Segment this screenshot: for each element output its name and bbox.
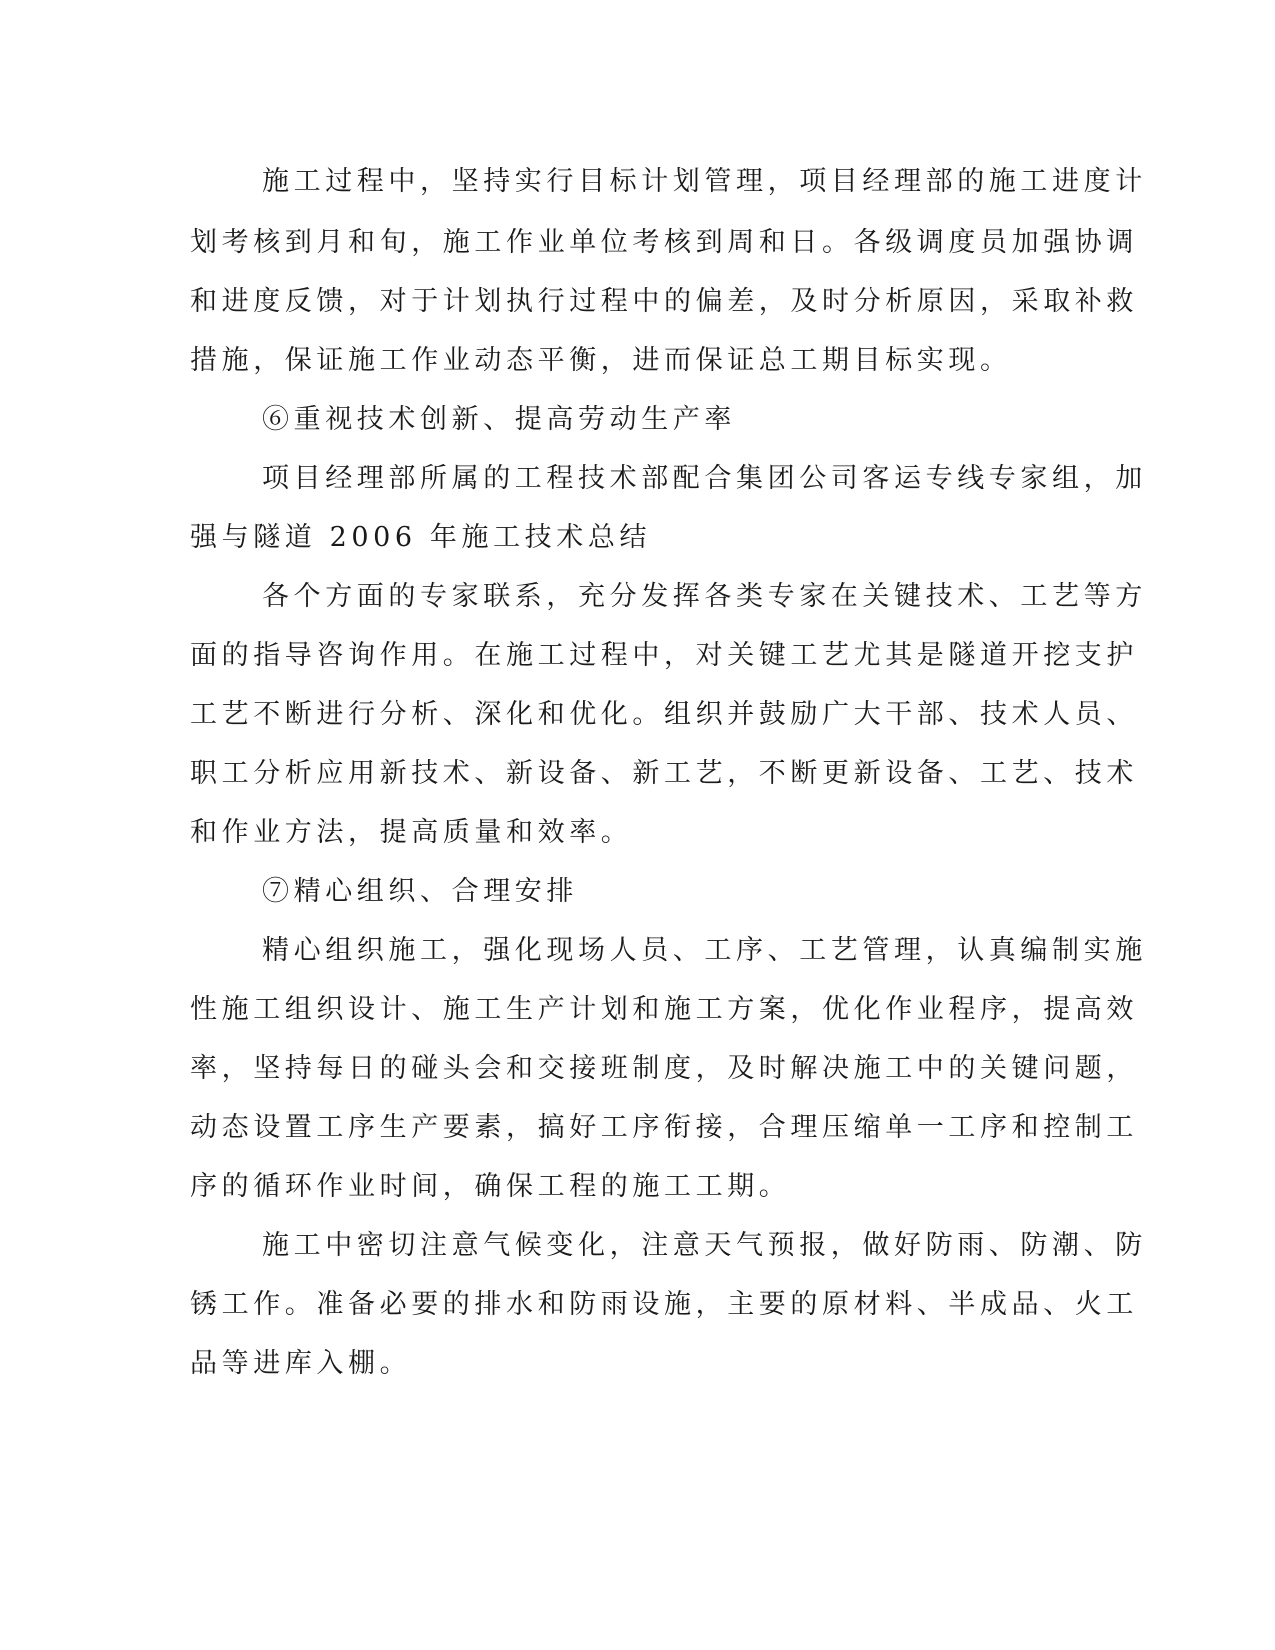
paragraph-4-line-4: 动态设置工序生产要素，搞好工序衔接，合理压缩单一工序和控制工 bbox=[190, 1112, 1138, 1143]
paragraph-4-line-5: 序的循环作业时间，确保工程的施工工期。 bbox=[190, 1171, 791, 1202]
paragraph-5-line-2: 锈工作。准备必要的排水和防雨设施，主要的原材料、半成品、火工 bbox=[190, 1289, 1138, 1320]
section-heading-6: ⑥重视技术创新、提高劳动生产率 bbox=[262, 404, 736, 435]
paragraph-3-line-2: 面的指导咨询作用。在施工过程中，对关键工艺尤其是隧道开挖支护 bbox=[190, 640, 1138, 671]
paragraph-3-line-4: 职工分析应用新技术、新设备、新工艺，不断更新设备、工艺、技术 bbox=[190, 758, 1138, 789]
paragraph-1-line-2: 划考核到月和旬，施工作业单位考核到周和日。各级调度员加强协调 bbox=[190, 227, 1138, 258]
paragraph-4-line-3: 率，坚持每日的碰头会和交接班制度，及时解决施工中的关键问题， bbox=[190, 1053, 1138, 1084]
paragraph-2-line-1: 项目经理部所属的工程技术部配合集团公司客运专线专家组，加 bbox=[262, 463, 1147, 494]
section-heading-7: ⑦精心组织、合理安排 bbox=[262, 876, 578, 907]
paragraph-4-line-1: 精心组织施工，强化现场人员、工序、工艺管理，认真编制实施 bbox=[262, 935, 1147, 966]
paragraph-3-line-3: 工艺不断进行分析、深化和优化。组织并鼓励广大干部、技术人员、 bbox=[190, 699, 1138, 730]
paragraph-1-line-4: 措施，保证施工作业动态平衡，进而保证总工期目标实现。 bbox=[190, 345, 1012, 376]
paragraph-2-line-2: 强与隧道 2006 年施工技术总结 bbox=[190, 522, 652, 553]
paragraph-1-line-1: 施工过程中，坚持实行目标计划管理，项目经理部的施工进度计 bbox=[262, 166, 1147, 197]
paragraph-4-line-2: 性施工组织设计、施工生产计划和施工方案，优化作业程序，提高效 bbox=[190, 994, 1138, 1025]
paragraph-3-line-5: 和作业方法，提高质量和效率。 bbox=[190, 817, 633, 848]
paragraph-5-line-3: 品等进库入棚。 bbox=[190, 1348, 412, 1379]
paragraph-5-line-1: 施工中密切注意气候变化，注意天气预报，做好防雨、防潮、防 bbox=[262, 1230, 1147, 1261]
paragraph-3-line-1: 各个方面的专家联系，充分发挥各类专家在关键技术、工艺等方 bbox=[262, 581, 1147, 612]
paragraph-1-line-3: 和进度反馈，对于计划执行过程中的偏差，及时分析原因，采取补救 bbox=[190, 286, 1138, 317]
